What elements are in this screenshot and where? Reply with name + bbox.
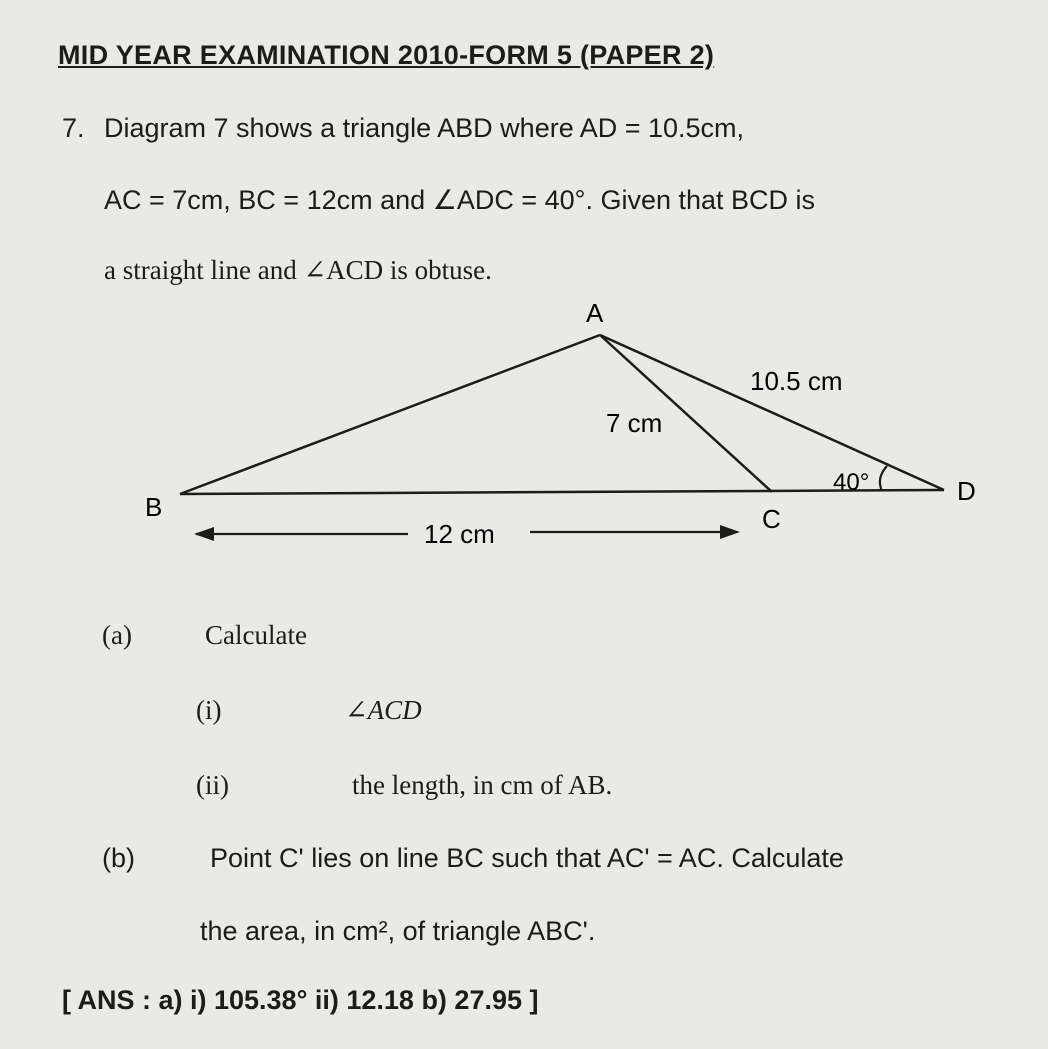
part-a-ii-label: (ii) (196, 770, 229, 800)
part-a-label: (a) (102, 620, 132, 650)
bc-arrowhead-right (720, 525, 740, 539)
question-line-3: a straight line and ∠ACD is obtuse. (104, 255, 492, 285)
answer-key: [ ANS : a) i) 105.38° ii) 12.18 b) 27.95 ] (62, 985, 539, 1015)
part-b-line-1: Point C' lies on line BC such that AC' = AC. Calculate (210, 843, 844, 873)
angle-d-arc (880, 466, 887, 491)
side-ab (180, 335, 600, 494)
vertex-label-a: A (586, 298, 604, 328)
question-line-2: AC = 7cm, BC = 12cm and ∠ADC = 40°. Given that BCD is (104, 185, 816, 215)
bc-length-label: 12 cm (424, 519, 495, 549)
part-a-i-label: (i) (196, 695, 222, 725)
angle-d-label: 40° (833, 469, 870, 496)
question-line-1: Diagram 7 shows a triangle ABD where AD = 10.5cm, (104, 113, 745, 143)
exam-header: MID YEAR EXAMINATION 2010-FORM 5 (PAPER 2) (58, 40, 715, 70)
vertex-label-b: B (145, 492, 163, 522)
part-a-i-text: ∠ACD (345, 695, 422, 725)
vertex-label-d: D (957, 476, 976, 506)
part-b-label: (b) (102, 843, 135, 873)
part-a-instruction: Calculate (205, 620, 307, 650)
line-bcd (180, 490, 944, 494)
bc-arrowhead-left (194, 527, 214, 541)
vertex-label-c: C (762, 504, 781, 534)
ac-length-label: 7 cm (606, 408, 663, 438)
ad-length-label: 10.5 cm (750, 366, 843, 396)
part-a-ii-text: the length, in cm of AB. (352, 770, 613, 800)
question-number: 7. (62, 113, 85, 143)
part-b-line-2: the area, in cm², of triangle ABC'. (200, 916, 596, 946)
